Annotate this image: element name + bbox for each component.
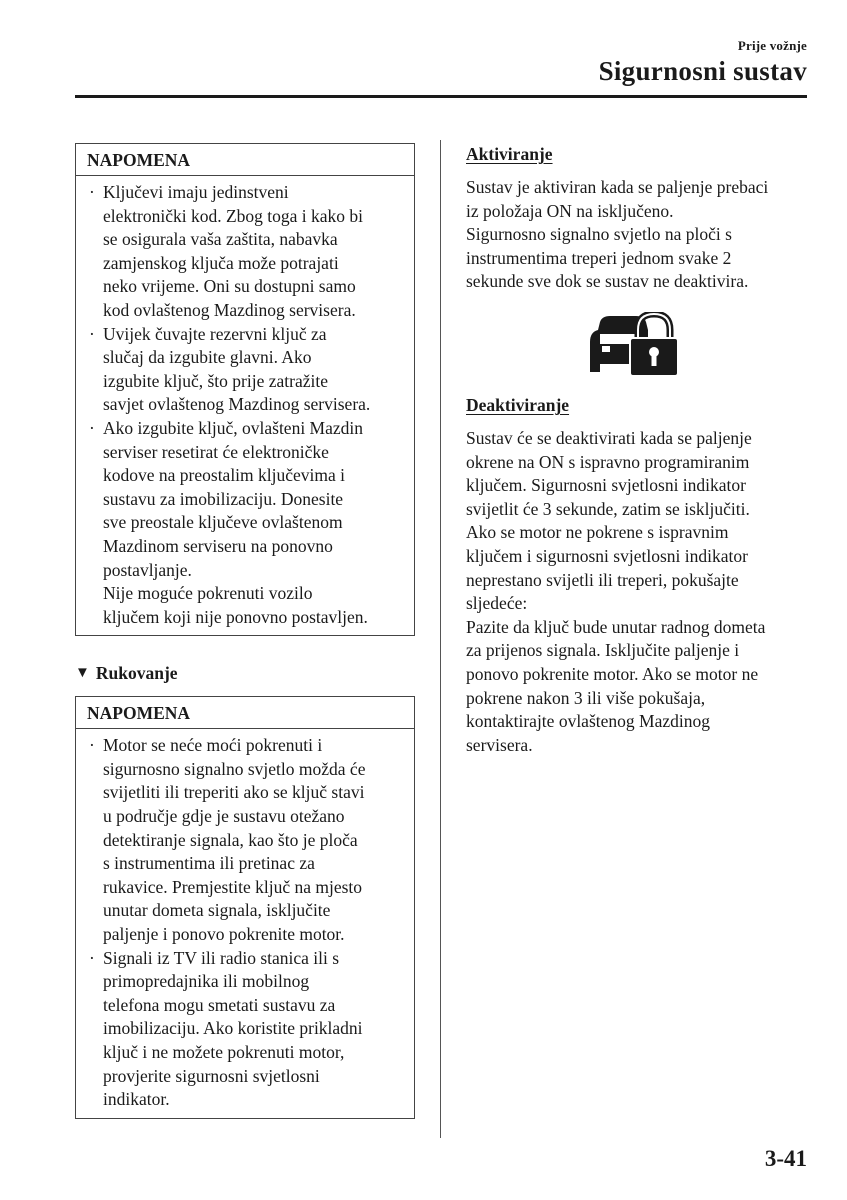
text-line: ključem koji nije ponovno postavljen. <box>103 606 368 627</box>
text-line: Uvijek čuvajte rezervni ključ za <box>103 323 327 344</box>
text-line: za prijenos signala. Isključite paljenje i <box>466 640 740 661</box>
note-box-1 <box>75 143 415 636</box>
text-line: kontaktirajte ovlaštenog Mazdinog <box>466 711 710 732</box>
indicator-icon-wrap <box>466 312 811 388</box>
bullet-text <box>103 323 370 417</box>
text-line: ponovo pokrenite motor. Ako se motor ne <box>466 663 759 684</box>
text-line: Mazdinom serviseru na ponovno <box>103 535 333 556</box>
security-indicator-icon <box>588 312 680 378</box>
note-heading: NAPOMENA <box>76 144 414 176</box>
note-heading: NAPOMENA <box>76 697 414 729</box>
text-line: primopredajnika ili mobilnog <box>103 971 310 992</box>
text-line: ključ i ne možete pokrenuti motor, <box>103 1042 345 1062</box>
text-line: Pazite da ključ bude unutar radnog dometa <box>466 616 766 637</box>
bullet-mark: · <box>89 323 95 344</box>
text-line: ključem i sigurnosni svjetlosni indikator <box>466 545 748 566</box>
note-bullet-item <box>89 947 408 1112</box>
subheading <box>75 663 415 684</box>
text-line: sve preostale ključeve ovlaštenom <box>103 512 343 533</box>
note-body <box>76 176 414 635</box>
bullet-text <box>103 734 365 946</box>
text-line: imobilizaciju. Ako koristite prikladni <box>103 1018 363 1039</box>
subheading-label: Rukovanje <box>95 663 178 684</box>
text-line: elektronički kod. Zbog toga i kako bi <box>103 205 364 226</box>
text-line: izgubite ključ, što prije zatražite <box>103 370 328 391</box>
note-bullet-item <box>89 417 408 582</box>
note-bullet-item <box>89 323 408 417</box>
text-line: ključem. Sigurnosni svjetlosni indikator <box>466 475 746 496</box>
text-line: Ako izgubite ključ, ovlašteni Mazdin <box>103 417 364 438</box>
bullet-text <box>103 417 363 582</box>
text-line: Ključevi imaju jedinstveni <box>103 182 289 202</box>
text-line: Motor se neće moći pokrenuti i <box>103 735 323 756</box>
bullet-mark: · <box>89 735 95 756</box>
text-line: iz položaja ON na isključeno. <box>466 200 674 221</box>
bullet-mark: · <box>89 947 95 968</box>
title-rule <box>75 95 807 98</box>
activation-paragraph <box>466 176 811 294</box>
text-line: savjet ovlaštenog Mazdinog servisera. <box>103 394 371 415</box>
text-line: kod ovlaštenog Mazdinog servisera. <box>103 299 356 320</box>
note-bullet-item <box>89 734 408 946</box>
text-line: se osigurala vaša zaštita, nabavka <box>103 229 338 250</box>
text-line: Ako se motor ne pokrene s ispravnim <box>466 522 729 543</box>
text-line: sljedeće: <box>466 593 528 614</box>
text-line: sekunde sve dok se sustav ne deaktivira. <box>466 271 749 292</box>
text-line: Sustav će se deaktivirati kada se paljenje <box>466 427 752 448</box>
text-line: Sigurnosno signalno svjetlo na ploči s <box>466 224 732 245</box>
text-line: svijetlit će 3 sekunde, zatim se isključiti. <box>466 498 750 519</box>
text-line: postavljanje. <box>103 559 192 580</box>
text-line: rukavice. Premjestite ključ na mjesto <box>103 876 363 897</box>
column-divider <box>440 140 441 1138</box>
page-number: 3-41 <box>764 1146 807 1171</box>
bullet-mark: · <box>89 182 95 202</box>
section-label: Prije vožnje <box>737 38 807 53</box>
bullet-text <box>103 181 363 323</box>
deactivation-paragraph <box>466 427 811 757</box>
note-bullet-item <box>89 181 408 323</box>
text-line: Signali iz TV ili radio stanica ili s <box>103 947 340 968</box>
text-line: u područje gdje je sustavu otežano <box>103 806 345 827</box>
bullet-text <box>103 947 363 1112</box>
deactivation-title: Deaktiviranje <box>466 394 570 415</box>
text-line: svijetliti ili treperiti ako se ključ stavi <box>103 782 365 803</box>
text-line: zamjenskog ključa može potrajati <box>103 252 339 273</box>
text-line: Sustav je aktiviran kada se paljenje prebaci <box>466 177 769 197</box>
note-body <box>76 729 414 1118</box>
text-line: indikator. <box>103 1089 170 1110</box>
triangle-marker-icon: ▼ <box>75 665 90 682</box>
text-line: okrene na ON s ispravno programiranim <box>466 451 750 472</box>
text-line: telefona mogu smetati sustavu za <box>103 994 336 1015</box>
text-line: detektiranje signala, kao što je ploča <box>103 829 358 850</box>
page-title: Sigurnosni sustav <box>598 56 807 86</box>
text-line: provjerite sigurnosni svjetlosni <box>103 1065 320 1086</box>
text-line: neko vrijeme. Oni su dostupni samo <box>103 276 356 297</box>
text-line: neprestano svijetli ili treperi, pokušajte <box>466 569 739 590</box>
note-box-2 <box>75 696 415 1119</box>
text-line: sigurnosno signalno svjetlo možda će <box>103 758 366 779</box>
text-line: servisera. <box>466 734 533 755</box>
text-line: serviser resetirat će elektroničke <box>103 441 329 462</box>
text-line: pokrene nakon 3 ili više pokušaja, <box>466 687 706 708</box>
text-line: s instrumentima ili pretinac za <box>103 853 315 874</box>
text-line: sustavu za imobilizaciju. Donesite <box>103 488 344 509</box>
text-line: kodove na preostalim ključevima i <box>103 465 346 486</box>
bullet-mark: · <box>89 417 95 438</box>
text-line: paljenje i ponovo pokrenite motor. <box>103 924 345 945</box>
activation-title: Aktiviranje <box>466 144 553 164</box>
right-column <box>466 143 811 757</box>
text-line: Nije moguće pokrenuti vozilo <box>103 583 313 604</box>
text-line: instrumentima treperi jednom svake 2 <box>466 247 732 268</box>
text-line: unutar dometa signala, isključite <box>103 900 331 921</box>
text-line: slučaj da izgubite glavni. Ako <box>103 347 312 368</box>
left-column <box>75 143 415 1119</box>
